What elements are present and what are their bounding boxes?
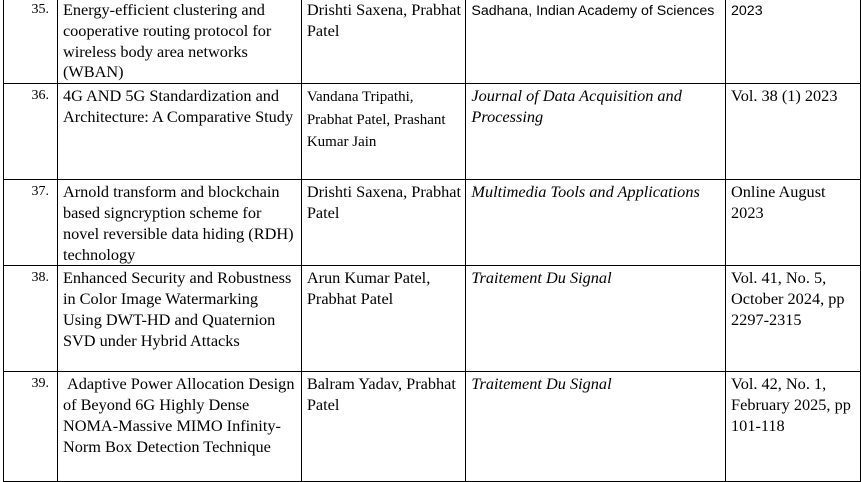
table-row bbox=[4, 0, 861, 84]
paper-title: Arnold transform and blockchain based signcryption scheme for novel reversible data hiding (RDH) technology bbox=[57, 180, 301, 266]
publications-table bbox=[3, 0, 861, 482]
row-number: 35. bbox=[4, 0, 58, 84]
paper-authors: Drishti Saxena, Prabhat Patel bbox=[301, 0, 466, 84]
paper-authors: Balram Yadav, Prabhat Patel bbox=[301, 372, 466, 482]
paper-authors: Drishti Saxena, Prabhat Patel bbox=[301, 180, 466, 266]
paper-journal: Multimedia Tools and Applications bbox=[466, 180, 726, 266]
paper-details: Online August 2023 bbox=[726, 180, 861, 266]
row-number: 39. bbox=[4, 372, 58, 482]
paper-journal: Traitement Du Signal bbox=[466, 372, 726, 482]
paper-details: Vol. 41, No. 5, October 2024, pp 2297-2315 bbox=[726, 266, 861, 372]
table-row bbox=[4, 266, 861, 372]
paper-details: Vol. 42, No. 1, February 2025, pp 101-118 bbox=[726, 372, 861, 482]
paper-authors: Arun Kumar Patel, Prabhat Patel bbox=[301, 266, 466, 372]
table-row bbox=[4, 372, 861, 482]
table-row bbox=[4, 180, 861, 266]
paper-journal: Journal of Data Acquisition and Processing bbox=[466, 84, 726, 180]
paper-title: Adaptive Power Allocation Design of Beyond 6G Highly Dense NOMA-Massive MIMO Infinity-Norm Box Detection Technique bbox=[57, 372, 301, 482]
paper-title: Enhanced Security and Robustness in Color Image Watermarking Using DWT-HD and Quaternion SVD under Hybrid Attacks bbox=[57, 266, 301, 372]
paper-journal: Sadhana, Indian Academy of Sciences bbox=[466, 0, 726, 84]
table-row bbox=[4, 84, 861, 180]
paper-title: 4G AND 5G Standardization and Architecture: A Comparative Study bbox=[57, 84, 301, 180]
paper-authors: Vandana Tripathi, Prabhat Patel, Prashant Kumar Jain bbox=[301, 84, 466, 180]
row-number: 38. bbox=[4, 266, 58, 372]
row-number: 37. bbox=[4, 180, 58, 266]
row-number: 36. bbox=[4, 84, 58, 180]
paper-title: Energy-efficient clustering and cooperative routing protocol for wireless body area networks (WBAN) bbox=[57, 0, 301, 84]
paper-journal: Traitement Du Signal bbox=[466, 266, 726, 372]
paper-details: 2023 bbox=[726, 0, 861, 84]
paper-details: Vol. 38 (1) 2023 bbox=[726, 84, 861, 180]
